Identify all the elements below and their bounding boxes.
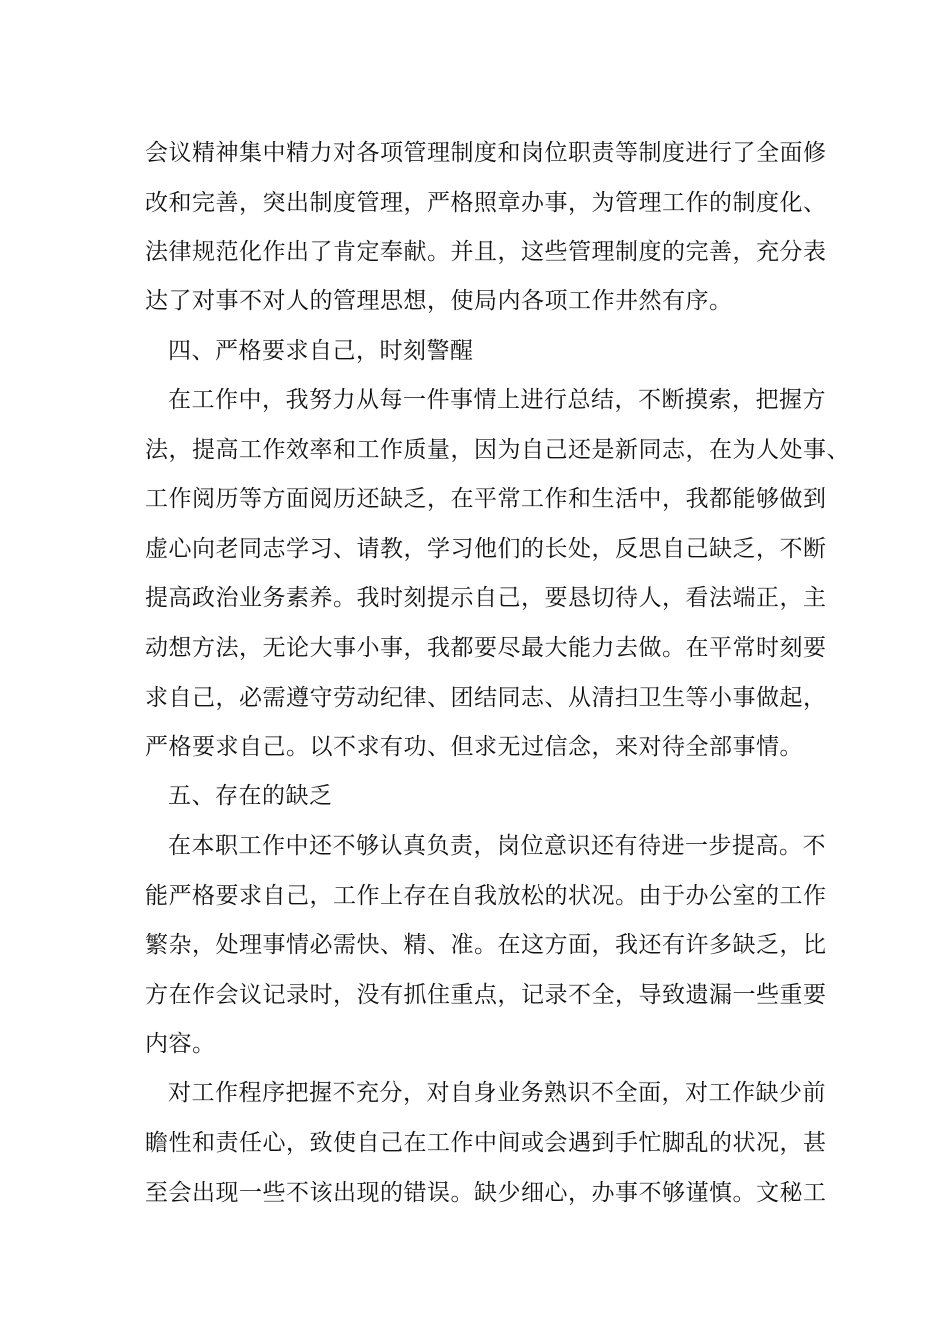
body-text-line: 达了对事不对人的管理思想，使局内各项工作井然有序。 xyxy=(145,288,733,314)
body-text-line: 提高政治业务素养。我时刻提示自己，要恳切待人，看法端正，主 xyxy=(145,585,827,611)
body-text-line: 改和完善，突出制度管理，严格照章办事，为管理工作的制度化、 xyxy=(145,190,827,216)
section-heading: 五、存在的缺乏 xyxy=(168,783,333,809)
body-text-line: 方在作会议记录时，没有抓住重点，记录不全，导致遗漏一些重要 xyxy=(145,982,827,1008)
body-text-line: 法，提高工作效率和工作质量，因为自己还是新同志，在为人处事、 xyxy=(145,437,850,463)
body-text-line: 内容。 xyxy=(145,1031,216,1057)
body-text-line: 在工作中，我努力从每一件事情上进行总结，不断摸索，把握方 xyxy=(168,387,826,413)
body-text-line: 瞻性和责任心，致使自己在工作中间或会遇到手忙脚乱的状况，甚 xyxy=(145,1130,827,1156)
body-text-line: 对工作程序把握不充分，对自身业务熟识不全面，对工作缺少前 xyxy=(168,1080,826,1106)
body-text-line: 动想方法，无论大事小事，我都要尽最大能力去做。在平常时刻要 xyxy=(145,635,827,661)
body-text-line: 求自己，必需遵守劳动纪律、团结同志、从清扫卫生等小事做起， xyxy=(145,685,827,711)
body-text-line: 在本职工作中还不够认真负责，岗位意识还有待进一步提高。不 xyxy=(168,833,826,859)
body-text-line: 严格要求自己。以不求有功、但求无过信念，来对待全部事情。 xyxy=(145,734,803,760)
body-text-line: 会议精神集中精力对各项管理制度和岗位职责等制度进行了全面修 xyxy=(145,140,827,166)
body-text-line: 能严格要求自己，工作上存在自我放松的状况。由于办公室的工作 xyxy=(145,883,827,909)
body-text-line: 法律规范化作出了肯定奉献。并且，这些管理制度的完善，充分表 xyxy=(145,239,827,265)
body-text-line: 繁杂，处理事情必需快、精、准。在这方面，我还有许多缺乏，比 xyxy=(145,932,827,958)
body-text-line: 工作阅历等方面阅历还缺乏，在平常工作和生活中，我都能够做到 xyxy=(145,486,827,512)
body-text-line: 至会出现一些不该出现的错误。缺少细心，办事不够谨慎。文秘工 xyxy=(145,1180,827,1206)
body-text-line: 虚心向老同志学习、请教，学习他们的长处，反思自己缺乏，不断 xyxy=(145,536,827,562)
section-heading: 四、严格要求自己，时刻警醒 xyxy=(168,338,474,364)
